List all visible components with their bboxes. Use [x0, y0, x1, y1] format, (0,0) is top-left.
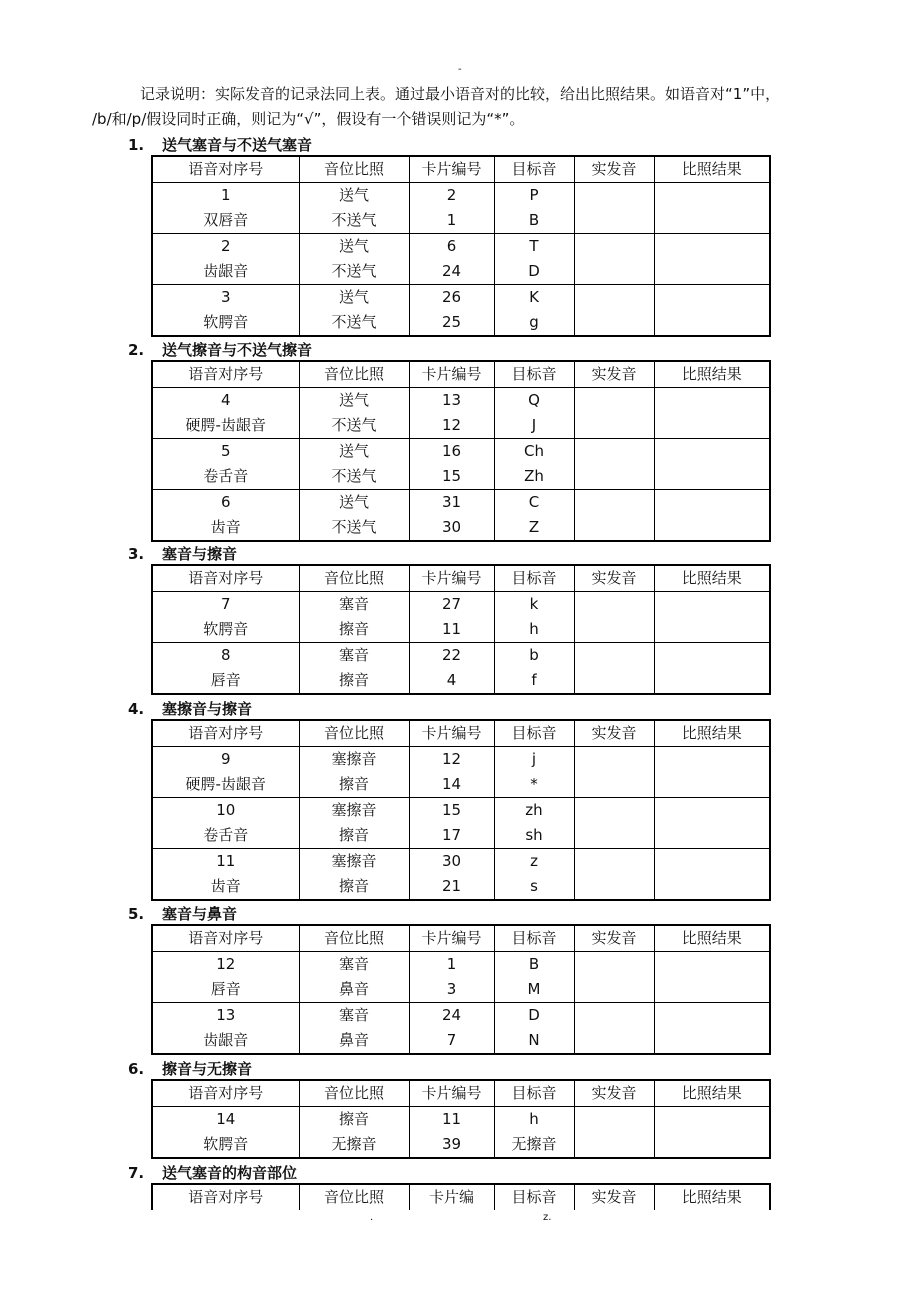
cell-target: D	[494, 1003, 574, 1029]
cell-contrast: 送气	[299, 439, 409, 465]
cell-actual	[574, 977, 654, 1003]
cell-target: K	[494, 285, 574, 311]
cell-card: 7	[409, 1028, 494, 1054]
table-row	[152, 617, 770, 643]
table-row	[152, 388, 770, 414]
cell-contrast: 擦音	[299, 874, 409, 900]
cell-result	[654, 823, 770, 849]
table-row	[152, 183, 770, 209]
column-header-contrast: 音位比照	[299, 720, 409, 747]
cell-result	[654, 849, 770, 875]
section-title-text: 送气塞音的构音部位	[162, 1164, 298, 1182]
table-row	[152, 439, 770, 465]
cell-target: T	[494, 234, 574, 260]
cell-target: B	[494, 208, 574, 234]
cell-target: P	[494, 183, 574, 209]
cell-card: 24	[409, 259, 494, 285]
cell-card: 15	[409, 464, 494, 490]
table-row	[152, 208, 770, 234]
column-header-contrast: 音位比照	[299, 1184, 409, 1210]
cell-card: 2	[409, 183, 494, 209]
section-number: 5.	[128, 905, 145, 923]
table-row	[152, 823, 770, 849]
cell-result	[654, 617, 770, 643]
cell-target: g	[494, 310, 574, 336]
cell-target: M	[494, 977, 574, 1003]
section-title-text: 塞擦音与擦音	[162, 700, 253, 718]
cell-contrast: 塞擦音	[299, 798, 409, 824]
column-header-target: 目标音	[494, 720, 574, 747]
column-header-target: 目标音	[494, 361, 574, 388]
column-header-seq: 语音对序号	[152, 925, 299, 952]
intro-line-1: 记录说明：实际发音的记录法同上表。通过最小语音对的比较，给出比照结果。如语音对“1”中，	[140, 85, 781, 103]
table-row	[152, 234, 770, 260]
cell-card: 3	[409, 977, 494, 1003]
cell-contrast: 塞音	[299, 592, 409, 618]
cell-card: 11	[409, 617, 494, 643]
intro-paragraph	[92, 82, 832, 132]
cell-actual	[574, 668, 654, 694]
table-header-row	[152, 1184, 770, 1210]
cell-result	[654, 183, 770, 209]
cell-card: 1	[409, 952, 494, 978]
cell-result	[654, 1132, 770, 1158]
cell-card: 15	[409, 798, 494, 824]
cell-actual	[574, 464, 654, 490]
table-row	[152, 952, 770, 978]
page-header-mark: -	[458, 64, 462, 75]
column-header-card: 卡片编号	[409, 925, 494, 952]
table-row	[152, 798, 770, 824]
table-row	[152, 1107, 770, 1133]
cell-target: z	[494, 849, 574, 875]
cell-seq: 卷舌音	[152, 464, 299, 490]
section-title-text: 送气擦音与不送气擦音	[162, 341, 313, 359]
column-header-card: 卡片编号	[409, 565, 494, 592]
cell-seq: 12	[216, 955, 236, 973]
cell-result	[654, 439, 770, 465]
section-title-text: 送气塞音与不送气塞音	[162, 136, 313, 154]
cell-actual	[574, 592, 654, 618]
cell-result	[654, 592, 770, 618]
column-header-target: 目标音	[494, 1184, 574, 1210]
cell-seq: 齿龈音	[152, 259, 299, 285]
comparison-table	[151, 155, 771, 337]
cell-seq: 3	[220, 288, 231, 306]
table-header-row	[152, 156, 770, 183]
column-header-seq: 语音对序号	[152, 156, 299, 183]
cell-seq: 硬腭-齿龈音	[152, 772, 299, 798]
column-header-actual: 实发音	[574, 1080, 654, 1107]
cell-result	[654, 798, 770, 824]
column-header-result: 比照结果	[654, 156, 770, 183]
cell-actual	[574, 747, 654, 773]
column-header-seq: 语音对序号	[152, 720, 299, 747]
cell-seq: 齿龈音	[203, 1031, 249, 1049]
cell-seq: 唇音	[152, 977, 299, 1003]
column-header-result: 比照结果	[654, 1184, 770, 1210]
section-title-text: 擦音与无擦音	[162, 1060, 253, 1078]
cell-target: j	[494, 747, 574, 773]
cell-actual	[574, 1028, 654, 1054]
table-row	[152, 977, 770, 1003]
comparison-table	[151, 924, 771, 1055]
cell-actual	[574, 1132, 654, 1158]
cell-target: k	[494, 592, 574, 618]
cell-contrast: 塞音	[299, 643, 409, 669]
table-row	[152, 1132, 770, 1158]
column-header-target: 目标音	[494, 156, 574, 183]
cell-card: 17	[409, 823, 494, 849]
cell-card: 31	[409, 490, 494, 516]
cell-contrast: 擦音	[299, 823, 409, 849]
footer-left-mark: .	[370, 1212, 374, 1223]
cell-actual	[574, 413, 654, 439]
cell-seq: 13	[216, 1006, 236, 1024]
cell-target: Z	[494, 515, 574, 541]
cell-actual	[574, 515, 654, 541]
cell-contrast: 擦音	[299, 1107, 409, 1133]
cell-contrast: 送气	[299, 490, 409, 516]
column-header-result: 比照结果	[654, 361, 770, 388]
cell-seq: 软腭音	[203, 313, 249, 331]
section-title	[128, 339, 312, 361]
cell-seq: 8	[220, 646, 231, 664]
column-header-contrast: 音位比照	[299, 565, 409, 592]
column-header-result: 比照结果	[654, 720, 770, 747]
section-title	[128, 1058, 252, 1080]
table-row	[152, 464, 770, 490]
cell-result	[654, 747, 770, 773]
section-title	[128, 134, 312, 156]
table-row	[152, 1003, 770, 1029]
cell-result	[654, 285, 770, 311]
table-row	[152, 643, 770, 669]
section-number: 6.	[128, 1060, 145, 1078]
comparison-table	[151, 360, 771, 542]
cell-contrast: 鼻音	[299, 1028, 409, 1054]
cell-target: h	[494, 1107, 574, 1133]
section-title	[128, 1162, 297, 1184]
cell-contrast: 送气	[299, 234, 409, 260]
cell-seq: 6	[220, 493, 231, 511]
cell-card: 24	[409, 1003, 494, 1029]
cell-result	[654, 310, 770, 336]
cell-card: 27	[409, 592, 494, 618]
section-title-text: 塞音与擦音	[162, 545, 238, 563]
table-row	[152, 592, 770, 618]
cell-actual	[574, 849, 654, 875]
cell-contrast: 擦音	[299, 668, 409, 694]
column-header-target: 目标音	[494, 1080, 574, 1107]
cell-seq: 硬腭-齿龈音	[152, 413, 299, 439]
table-row	[152, 747, 770, 773]
column-header-actual: 实发音	[574, 361, 654, 388]
column-header-target: 目标音	[494, 565, 574, 592]
cell-card: 16	[409, 439, 494, 465]
column-header-card: 卡片编号	[409, 1080, 494, 1107]
column-header-actual: 实发音	[574, 720, 654, 747]
cell-seq: 软腭音	[203, 1135, 249, 1153]
table-header-row	[152, 361, 770, 388]
cell-result	[654, 259, 770, 285]
section-number: 7.	[128, 1164, 145, 1182]
column-header-contrast: 音位比照	[299, 1080, 409, 1107]
cell-seq: 1	[220, 186, 231, 204]
cell-seq: 唇音	[210, 671, 241, 689]
cell-actual	[574, 772, 654, 798]
cell-target: Zh	[494, 464, 574, 490]
cell-actual	[574, 643, 654, 669]
table-header-row	[152, 565, 770, 592]
cell-target: zh	[494, 798, 574, 824]
cell-card: 21	[409, 874, 494, 900]
cell-card: 1	[409, 208, 494, 234]
cell-result	[654, 874, 770, 900]
section-number: 1.	[128, 136, 145, 154]
cell-actual	[574, 1003, 654, 1029]
cell-seq: 齿音	[210, 518, 241, 536]
section-title	[128, 543, 237, 565]
cell-actual	[574, 874, 654, 900]
table-row	[152, 772, 770, 798]
comparison-table	[151, 719, 771, 901]
cell-target: s	[494, 874, 574, 900]
cell-actual	[574, 388, 654, 414]
column-header-target: 目标音	[494, 925, 574, 952]
cell-seq: 双唇音	[152, 208, 299, 234]
cell-seq: 9	[220, 750, 231, 768]
cell-result	[654, 464, 770, 490]
table-row	[152, 849, 770, 875]
cell-actual	[574, 285, 654, 311]
cell-target: Ch	[494, 439, 574, 465]
cell-contrast: 送气	[299, 285, 409, 311]
table-row	[152, 259, 770, 285]
cell-result	[654, 1107, 770, 1133]
cell-actual	[574, 1107, 654, 1133]
cell-target: B	[494, 952, 574, 978]
cell-actual	[574, 183, 654, 209]
cell-target: b	[494, 643, 574, 669]
cell-contrast: 塞音	[299, 1003, 409, 1029]
cell-result	[654, 234, 770, 260]
column-header-seq: 语音对序号	[152, 1080, 299, 1107]
column-header-contrast: 音位比照	[299, 156, 409, 183]
cell-target: 无擦音	[494, 1132, 574, 1158]
table-row	[152, 874, 770, 900]
cell-actual	[574, 259, 654, 285]
cell-seq: 5	[220, 442, 231, 460]
table-header-row	[152, 925, 770, 952]
column-header-card: 卡片编	[409, 1184, 494, 1210]
cell-actual	[574, 208, 654, 234]
cell-target: f	[494, 668, 574, 694]
cell-card: 14	[409, 772, 494, 798]
cell-target: *	[494, 772, 574, 798]
column-header-seq: 语音对序号	[188, 1188, 264, 1206]
cell-seq: 10	[216, 801, 236, 819]
column-header-contrast: 音位比照	[299, 361, 409, 388]
intro-line-2: /b/和/p/假设同时正确，则记为“√”，假设有一个错误则记为“*”。	[92, 110, 525, 128]
table-header-row	[152, 720, 770, 747]
table-row	[152, 413, 770, 439]
cell-card: 6	[409, 234, 494, 260]
column-header-card: 卡片编号	[409, 156, 494, 183]
cell-card: 39	[409, 1132, 494, 1158]
table-row	[152, 1028, 770, 1054]
cell-seq: 4	[220, 391, 231, 409]
cell-card: 13	[409, 388, 494, 414]
cell-actual	[574, 490, 654, 516]
cell-contrast: 无擦音	[299, 1132, 409, 1158]
cell-target: J	[494, 413, 574, 439]
cell-contrast: 不送气	[299, 208, 409, 234]
cell-actual	[574, 952, 654, 978]
table-row	[152, 668, 770, 694]
cell-contrast: 送气	[299, 388, 409, 414]
cell-card: 26	[409, 285, 494, 311]
table-row	[152, 490, 770, 516]
cell-result	[654, 388, 770, 414]
comparison-table	[151, 1079, 771, 1159]
section-number: 2.	[128, 341, 145, 359]
section-title	[128, 903, 237, 925]
column-header-seq: 语音对序号	[152, 565, 299, 592]
section-title-text: 塞音与鼻音	[162, 905, 238, 923]
table-row	[152, 310, 770, 336]
cell-card: 30	[409, 515, 494, 541]
cell-card: 4	[409, 668, 494, 694]
cell-card: 30	[409, 849, 494, 875]
section-number: 4.	[128, 700, 145, 718]
cell-contrast: 送气	[299, 183, 409, 209]
cell-result	[654, 1028, 770, 1054]
table-header-row	[152, 1080, 770, 1107]
cell-result	[654, 952, 770, 978]
column-header-result: 比照结果	[654, 1080, 770, 1107]
column-header-seq: 语音对序号	[152, 361, 299, 388]
cell-contrast: 塞擦音	[299, 849, 409, 875]
cell-actual	[574, 310, 654, 336]
table-row	[152, 515, 770, 541]
table-row	[152, 285, 770, 311]
cell-target: N	[494, 1028, 574, 1054]
cell-result	[654, 515, 770, 541]
cell-seq: 软腭音	[152, 617, 299, 643]
cell-actual	[574, 439, 654, 465]
cell-actual	[574, 823, 654, 849]
cell-target: sh	[494, 823, 574, 849]
cell-contrast: 塞音	[299, 952, 409, 978]
column-header-actual: 实发音	[574, 156, 654, 183]
cell-seq: 7	[220, 595, 231, 613]
column-header-actual: 实发音	[574, 565, 654, 592]
cell-contrast: 不送气	[299, 413, 409, 439]
cell-actual	[574, 798, 654, 824]
cell-seq: 齿音	[210, 877, 241, 895]
cell-seq: 14	[216, 1110, 236, 1128]
cell-result	[654, 490, 770, 516]
cell-contrast: 擦音	[299, 772, 409, 798]
cell-result	[654, 1003, 770, 1029]
cell-contrast: 不送气	[299, 310, 409, 336]
column-header-actual: 实发音	[574, 1184, 654, 1210]
comparison-table	[151, 1183, 771, 1210]
section-number: 3.	[128, 545, 145, 563]
column-header-card: 卡片编号	[409, 361, 494, 388]
cell-card: 12	[409, 413, 494, 439]
comparison-table	[151, 564, 771, 695]
cell-card: 22	[409, 643, 494, 669]
cell-result	[654, 643, 770, 669]
cell-result	[654, 772, 770, 798]
cell-contrast: 鼻音	[299, 977, 409, 1003]
footer-right-mark: z.	[543, 1212, 552, 1223]
cell-contrast: 塞擦音	[299, 747, 409, 773]
cell-actual	[574, 617, 654, 643]
cell-target: h	[494, 617, 574, 643]
cell-card: 25	[409, 310, 494, 336]
cell-result	[654, 208, 770, 234]
cell-result	[654, 668, 770, 694]
cell-seq: 2	[220, 237, 231, 255]
column-header-result: 比照结果	[654, 565, 770, 592]
column-header-contrast: 音位比照	[299, 925, 409, 952]
cell-contrast: 不送气	[299, 464, 409, 490]
column-header-card: 卡片编号	[409, 720, 494, 747]
column-header-actual: 实发音	[574, 925, 654, 952]
cell-target: C	[494, 490, 574, 516]
cell-seq: 卷舌音	[152, 823, 299, 849]
section-title	[128, 698, 252, 720]
cell-result	[654, 977, 770, 1003]
cell-target: D	[494, 259, 574, 285]
cell-card: 11	[409, 1107, 494, 1133]
cell-card: 12	[409, 747, 494, 773]
cell-contrast: 不送气	[299, 259, 409, 285]
cell-target: Q	[494, 388, 574, 414]
cell-contrast: 擦音	[299, 617, 409, 643]
cell-actual	[574, 234, 654, 260]
cell-result	[654, 413, 770, 439]
cell-seq: 11	[216, 852, 236, 870]
cell-contrast: 不送气	[299, 515, 409, 541]
column-header-result: 比照结果	[654, 925, 770, 952]
